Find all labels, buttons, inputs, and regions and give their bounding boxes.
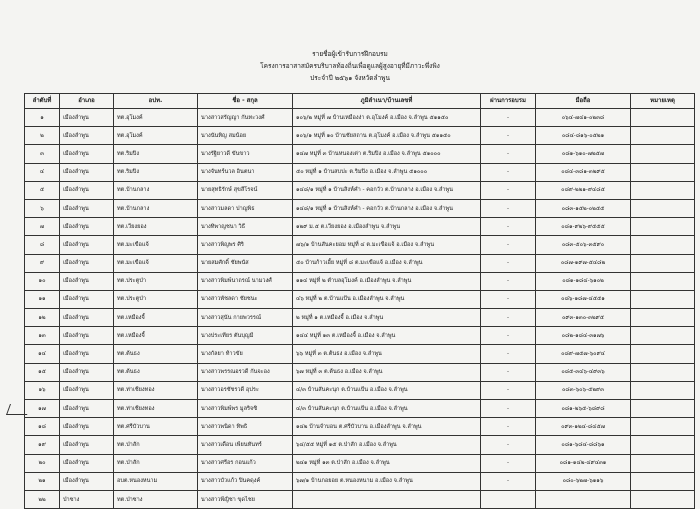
- cell-org: ทต.ป่าซาง: [114, 490, 198, 508]
- cell-note: [631, 309, 695, 327]
- cell-org: ทต.ริมปิง: [114, 163, 198, 181]
- cell-address: ๑๐๖/๒ หมู่ที่ ๗ บ้านเหมืองง่า ต.อุโมงค์ อ.เมือง จ.ลำพูน ๕๑๑๕๐: [293, 109, 481, 127]
- cell-org: ทต.บ้านกลาง: [114, 181, 198, 199]
- cell-phone: ๐๙๓-๑๒๔-๘๔๕๗: [536, 418, 631, 436]
- cell-note: [631, 272, 695, 290]
- cell-no: ๑๗: [25, 400, 60, 418]
- cell-district: เมืองลำพูน: [60, 199, 114, 217]
- cell-address: ๑๔๔ หมู่ที่ ๑๓ ต.เหมืองจี้ อ.เมือง จ.ลำพูน: [293, 327, 481, 345]
- cell-district: เมืองลำพูน: [60, 127, 114, 145]
- cell-note: [631, 218, 695, 236]
- cell-address: ๕๐ หมู่ที่ ๑ บ้านสบปะ ต.ริมปิง อ.เมือง จ.ลำพูน ๕๑๐๐๐: [293, 163, 481, 181]
- cell-district: เมืองลำพูน: [60, 290, 114, 308]
- cell-no: ๑๐: [25, 272, 60, 290]
- table-row: [25, 199, 695, 217]
- cell-no: ๑๕: [25, 363, 60, 381]
- cell-note: [631, 490, 695, 508]
- cell-org: ทต.อุโมงค์: [114, 127, 198, 145]
- trainee-table: [24, 93, 695, 509]
- cell-trained: -: [481, 254, 536, 272]
- cell-no: ๒๒: [25, 490, 60, 508]
- cell-name: นางสาวบัวแก้ว ปินคดุงค์: [198, 472, 293, 490]
- cell-note: [631, 181, 695, 199]
- cell-phone: ๐๘๑-๒๖๕-๖๘๙๘: [536, 400, 631, 418]
- cell-org: อบต.หนองหนาม: [114, 472, 198, 490]
- hand-drawn-mark: [6, 404, 31, 415]
- cell-district: เมืองลำพูน: [60, 400, 114, 418]
- cell-phone: ๐๘๙-๗๕๗-๖๐๙๔: [536, 345, 631, 363]
- cell-name: นางกัลยา ท้าวขัย: [198, 345, 293, 363]
- cell-name: นางทิพาญชนา วิธี: [198, 218, 293, 236]
- table-row: [25, 309, 695, 327]
- cell-address: ๗๖/๑ บ้านสันคะยอม หมู่ที่ ๔ ต.มะเขือแจ้ อ.เมือง จ.ลำพูน: [293, 236, 481, 254]
- cell-note: [631, 345, 695, 363]
- cell-district: เมืองลำพูน: [60, 254, 114, 272]
- col-header-org: อปท.: [114, 94, 198, 109]
- table-row: [25, 218, 695, 236]
- cell-phone: ๐๘๑-๑๔๒-๔๙๔๓๑: [536, 454, 631, 472]
- cell-trained: -: [481, 181, 536, 199]
- header-title: รายชื่อผู้เข้ารับการฝึกอบรม: [312, 50, 388, 58]
- cell-name: นางรัฐิยาวดี ขันขาว: [198, 145, 293, 163]
- table-row: [25, 163, 695, 181]
- cell-phone: ๐๘๓-๑๕๒-๐๒๕๕: [536, 199, 631, 217]
- cell-district: เมืองลำพูน: [60, 181, 114, 199]
- col-header-note: หมายเหตุ: [631, 94, 695, 109]
- header-project: โครงการอาสาสมัครบริบาลท้องถิ่นเพื่อดูแลผู้สูงอายุที่มีภาวะพึ่งพิง: [260, 62, 440, 70]
- cell-phone: ๐๘๑-๖๑๐-๗๒๕๗: [536, 145, 631, 163]
- cell-address: ๒ หมู่ที่ ๑ ต.เหมืองจี้ อ.เมือง จ.ลำพูน: [293, 309, 481, 327]
- cell-org: ทต.อุโมงค์: [114, 109, 198, 127]
- cell-note: [631, 454, 695, 472]
- cell-phone: ๐๘๙-๒๒๑-๙๔๘๕: [536, 181, 631, 199]
- cell-trained: -: [481, 381, 536, 399]
- cell-note: [631, 436, 695, 454]
- cell-district: ป่าซาง: [60, 490, 114, 508]
- cell-no: ๑๙: [25, 436, 60, 454]
- cell-name: นางสาวสรัญญา กันทะวงศ์: [198, 109, 293, 127]
- cell-name: นางสาวเดือน เพียนทันทร์: [198, 436, 293, 454]
- cell-org: ทต.ป่าสัก: [114, 436, 198, 454]
- table-row: [25, 472, 695, 490]
- cell-note: [631, 418, 695, 436]
- col-header-address: ภูมิลำเนา/บ้านเลขที่: [293, 94, 481, 109]
- cell-district: เมืองลำพูน: [60, 472, 114, 490]
- cell-phone: ๐๘๔-๓๘๑-๓๒๙๕: [536, 163, 631, 181]
- cell-trained: -: [481, 290, 536, 308]
- cell-district: เมืองลำพูน: [60, 145, 114, 163]
- cell-no: ๑๓: [25, 327, 60, 345]
- cell-org: ทต.ต้นธง: [114, 363, 198, 381]
- cell-district: เมืองลำพูน: [60, 381, 114, 399]
- cell-name: นางสาวพิมพ์พร มูลริจซิ: [198, 400, 293, 418]
- cell-name: นางประเทียร ตันบุญมี: [198, 327, 293, 345]
- cell-phone: ๐๘๕-๓๔๖-๔๙๓๖: [536, 363, 631, 381]
- cell-trained: -: [481, 163, 536, 181]
- cell-address: ๖๗ หมู่ที่ ๓ ต.ต้นธง อ.เมือง จ.ลำพูน: [293, 363, 481, 381]
- cell-no: ๑๒: [25, 309, 60, 327]
- col-header-no: ลำดับที่: [25, 94, 60, 109]
- cell-name: นางสาวมลดา ปาญพิธ: [198, 199, 293, 217]
- cell-trained: -: [481, 454, 536, 472]
- cell-phone: ๐๙๓-๑๓๐-๓๒๙๕: [536, 309, 631, 327]
- cell-address: ๔/๓ บ้านสันคะนุก ต.บ้านแป้น อ.เมือง จ.ลำพูน: [293, 400, 481, 418]
- cell-address: ๖๗/๑ บ้านกอยอย ต.หนองหนาม อ.เมือง จ.ลำพูน: [293, 472, 481, 490]
- cell-org: ทต.ต้นธง: [114, 345, 198, 363]
- cell-phone: ๐๘๔-๘๑๖-๐๕๒๑: [536, 127, 631, 145]
- cell-note: [631, 400, 695, 418]
- cell-note: [631, 199, 695, 217]
- cell-org: ทต.เหมืองจี้: [114, 327, 198, 345]
- cell-address: ๑๔๘/๑ หมู่ที่ ๑ บ้านสิงห์คำ - คอกวัว ต.บ้านกลาง อ.เมือง จ.ลำพูน: [293, 199, 481, 217]
- cell-address: ๕๐ บ้านก้าวเอี้ย หมู่ที่ ๘ ต.มะเขือแจ้ อ.เมือง จ.ลำพูน: [293, 254, 481, 272]
- cell-org: ทต.ประตูป่า: [114, 272, 198, 290]
- cell-district: เมืองลำพูน: [60, 109, 114, 127]
- cell-trained: -: [481, 436, 536, 454]
- cell-phone: ๐๘๖-๑๘๗-๔๕๕๑: [536, 290, 631, 308]
- cell-district: เมืองลำพูน: [60, 436, 114, 454]
- table-row: [25, 290, 695, 308]
- cell-phone: [536, 490, 631, 508]
- cell-trained: -: [481, 309, 536, 327]
- cell-trained: -: [481, 109, 536, 127]
- cell-phone: ๐๘๓-๕๐๖-๓๕๙๐: [536, 236, 631, 254]
- table-row: [25, 490, 695, 508]
- cell-name: นางสาวพรรณอรวดี กันจะอง: [198, 363, 293, 381]
- cell-district: เมืองลำพูน: [60, 345, 114, 363]
- cell-address: ๑๒๙ ม.๕ ต.เวียงยอง อ.เมืองลำพูน จ.ลำพูน: [293, 218, 481, 236]
- col-header-name: ชื่อ - สกุล: [198, 94, 293, 109]
- cell-address: [293, 490, 481, 508]
- cell-trained: -: [481, 145, 536, 163]
- cell-no: ๒: [25, 127, 60, 145]
- table-row: [25, 236, 695, 254]
- cell-district: เมืองลำพูน: [60, 163, 114, 181]
- col-header-phone: มือถือ: [536, 94, 631, 109]
- cell-org: ทต.ท่าเชียงทอง: [114, 381, 198, 399]
- cell-district: เมืองลำพูน: [60, 327, 114, 345]
- cell-name: นายสมศักดิ์ ชัยพนัส: [198, 254, 293, 272]
- cell-address: ๑๔๗ หมู่ที่ ๓ บ้านหนองเต่า ต.ริมปิง อ.เมือง จ.ลำพูน ๕๑๐๐๐: [293, 145, 481, 163]
- cell-no: ๙: [25, 254, 60, 272]
- cell-trained: -: [481, 418, 536, 436]
- table-row: [25, 436, 695, 454]
- cell-no: ๒๐: [25, 454, 60, 472]
- cell-phone: ๐๘๑-๑๘๔-๖๑๐๒: [536, 272, 631, 290]
- cell-note: [631, 163, 695, 181]
- table-row: [25, 127, 695, 145]
- cell-district: เมืองลำพูน: [60, 363, 114, 381]
- col-header-district: อำเภอ: [60, 94, 114, 109]
- cell-org: ทต.เวียงยอง: [114, 218, 198, 236]
- cell-phone: ๐๘๐-๖๒๗-๖๑๑๖: [536, 472, 631, 490]
- cell-note: [631, 363, 695, 381]
- cell-note: [631, 254, 695, 272]
- cell-no: ๑๖: [25, 381, 60, 399]
- cell-name: นางจันทร์นวล อินตนา: [198, 163, 293, 181]
- col-header-trained: ผ่านการอบรม: [481, 94, 536, 109]
- cell-org: ทต.มะเขือแจ้: [114, 254, 198, 272]
- cell-note: [631, 327, 695, 345]
- cell-address: ๔/๓ บ้านสันคะนุก ต.บ้านแป้น อ.เมือง จ.ลำพูน: [293, 381, 481, 399]
- cell-district: เมืองลำพูน: [60, 218, 114, 236]
- cell-name: นางสาวสุนัน กายพวรรณ์: [198, 309, 293, 327]
- cell-trained: -: [481, 236, 536, 254]
- cell-phone: ๐๘๗-๑๙๗-๕๔๘๒: [536, 254, 631, 272]
- cell-name: นางสาวพนิดา ทิพธิ: [198, 418, 293, 436]
- cell-note: [631, 127, 695, 145]
- cell-org: ทต.เหมืองจี้: [114, 309, 198, 327]
- cell-no: ๔: [25, 163, 60, 181]
- cell-phone: ๐๘๑-๙๒๖-๙๕๕๕: [536, 218, 631, 236]
- cell-trained: [481, 490, 536, 508]
- table-row: [25, 145, 695, 163]
- cell-trained: -: [481, 345, 536, 363]
- cell-no: ๑๔: [25, 345, 60, 363]
- table-row: [25, 254, 695, 272]
- cell-org: ทต.ท่าเชียงทอง: [114, 400, 198, 418]
- cell-address: ๒๔๑ หมู่ที่ ๑๓ ต.ป่าสัก อ.เมือง จ.ลำพูน: [293, 454, 481, 472]
- cell-address: ๑๑๔ หมู่ที่ ๒ ตำบลอุโมงค์ อ.เมืองลำพูน จ.ลำพูน: [293, 272, 481, 290]
- cell-district: เมืองลำพูน: [60, 454, 114, 472]
- cell-name: นางสาวศรีอร กอนแก้ว: [198, 454, 293, 472]
- cell-trained: -: [481, 272, 536, 290]
- cell-trained: -: [481, 363, 536, 381]
- cell-district: เมืองลำพูน: [60, 418, 114, 436]
- cell-address: ๔๖ หมู่ที่ ๒ ต.บ้านแป้น อ.เมืองลำพูน จ.ลำพูน: [293, 290, 481, 308]
- cell-no: ๑: [25, 109, 60, 127]
- cell-address: ๑๔๒ บ้านจำบอน ต.ศรีบัวบาน อ.เมืองลำพูน จ.ลำพูน: [293, 418, 481, 436]
- cell-no: ๓: [25, 145, 60, 163]
- cell-trained: -: [481, 199, 536, 217]
- table-row: [25, 363, 695, 381]
- cell-note: [631, 472, 695, 490]
- cell-org: ทต.มะเขือแจ้: [114, 236, 198, 254]
- cell-district: เมืองลำพูน: [60, 309, 114, 327]
- cell-name: นายสุทธิรักษ์ สุขสีโรจน์: [198, 181, 293, 199]
- table-header-row: [25, 94, 695, 109]
- cell-district: เมืองลำพูน: [60, 236, 114, 254]
- table-row: [25, 272, 695, 290]
- cell-name: นางสาวพิญพร ศิริ: [198, 236, 293, 254]
- cell-org: ทต.ประตูป่า: [114, 290, 198, 308]
- cell-note: [631, 381, 695, 399]
- cell-no: ๗: [25, 218, 60, 236]
- cell-org: ทต.ริมปิง: [114, 145, 198, 163]
- cell-phone: ๐๘๑-๖๘๔-๘๘๖๑: [536, 436, 631, 454]
- cell-note: [631, 109, 695, 127]
- cell-no: ๕: [25, 181, 60, 199]
- cell-name: นางสาวพีญิชา ขุดไชย: [198, 490, 293, 508]
- cell-note: [631, 290, 695, 308]
- cell-org: ทต.ศรีบัวบาน: [114, 418, 198, 436]
- table-row: [25, 327, 695, 345]
- cell-phone: ๐๖๔-๗๔๑-๐๒๓๘: [536, 109, 631, 127]
- table-row: [25, 381, 695, 399]
- header-year-province: ประจำปี ๒๕๖๑ จังหวัดลำพูน: [310, 74, 390, 82]
- cell-org: ทต.ป่าสัก: [114, 454, 198, 472]
- cell-no: ๑๘: [25, 418, 60, 436]
- cell-trained: -: [481, 218, 536, 236]
- cell-trained: -: [481, 327, 536, 345]
- table-row: [25, 345, 695, 363]
- cell-address: ๑๔๘/๑ หมู่ที่ ๑ บ้านสิงห์คำ - คอกวัว ต.บ้านกลาง อ.เมือง จ.ลำพูน: [293, 181, 481, 199]
- cell-trained: -: [481, 127, 536, 145]
- table-row: [25, 109, 695, 127]
- cell-address: ๖๔/๕๕ หมู่ที่ ๑๕ ต.ป่าสัก อ.เมือง จ.ลำพูน: [293, 436, 481, 454]
- cell-trained: -: [481, 472, 536, 490]
- cell-org: ทต.บ้านกลาง: [114, 199, 198, 217]
- cell-name: นางสาวพิมพ์นาถรณ์ นามวงศ์: [198, 272, 293, 290]
- cell-trained: -: [481, 400, 536, 418]
- cell-note: [631, 236, 695, 254]
- table-row: [25, 181, 695, 199]
- cell-no: ๑๑: [25, 290, 60, 308]
- cell-no: ๘: [25, 236, 60, 254]
- cell-name: นางสาวอรชัชรวดี อุประ: [198, 381, 293, 399]
- table-row: [25, 418, 695, 436]
- cell-note: [631, 145, 695, 163]
- cell-name: นางนันทิญ สมน้อย: [198, 127, 293, 145]
- document-header: [150, 48, 550, 84]
- cell-name: นางสาวพัชลดา ชัยชนะ: [198, 290, 293, 308]
- table-row: [25, 454, 695, 472]
- cell-phone: ๐๘๒-๑๘๔-๓๑๗๖: [536, 327, 631, 345]
- table-row: [25, 400, 695, 418]
- cell-phone: ๐๘๓-๖๐๖-๕๒๙๓: [536, 381, 631, 399]
- cell-address: ๖๖ หมู่ที่ ๓ ต.ต้นธง อ.เมือง จ.ลำพูน: [293, 345, 481, 363]
- cell-address: ๑๐๖/๑ หมู่ที่ ๑๐ บ้านชัยสถาน ต.อุโมงค์ อ.เมือง จ.ลำพูน ๕๑๑๕๐: [293, 127, 481, 145]
- cell-district: เมืองลำพูน: [60, 272, 114, 290]
- cell-no: ๖: [25, 199, 60, 217]
- cell-no: ๒๑: [25, 472, 60, 490]
